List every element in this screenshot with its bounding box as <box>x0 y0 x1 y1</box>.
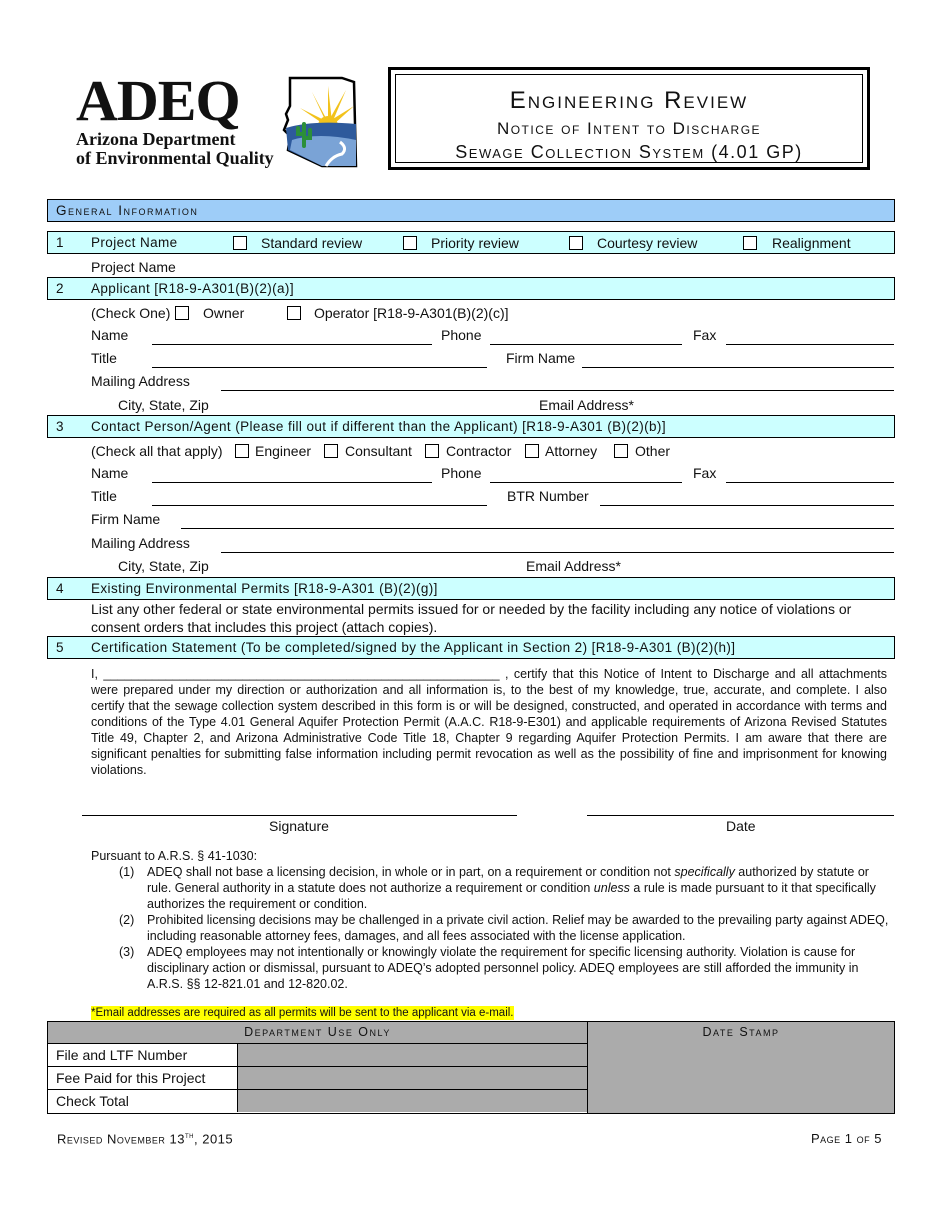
btr-number-label: BTR Number <box>507 488 589 504</box>
applicant-name-label: Name <box>91 327 129 343</box>
logo-wordmark: ADEQ <box>76 68 240 133</box>
contact-fax-field[interactable] <box>726 482 894 483</box>
date-stamp-box <box>587 1022 894 1113</box>
applicant-firm-name-label: Firm Name <box>506 350 576 366</box>
general-information-bar: General Information <box>47 199 895 222</box>
consultant-checkbox[interactable] <box>324 444 338 458</box>
form-subtitle-2: Sewage Collection System (4.01 GP) <box>455 142 803 162</box>
applicant-fax-label: Fax <box>693 327 717 343</box>
applicant-mailing-label: Mailing Address <box>91 373 190 389</box>
permits-instruction-2: consent orders that includes this project (attach copies). <box>91 619 438 635</box>
check-total-field[interactable] <box>238 1090 587 1112</box>
applicant-title-field[interactable] <box>152 367 487 368</box>
applicant-name-field[interactable] <box>152 344 432 345</box>
form-title-box <box>388 67 870 170</box>
contact-phone-field[interactable] <box>490 482 682 483</box>
contact-fax-label: Fax <box>693 465 717 481</box>
pursuant-notice <box>91 848 891 992</box>
contact-title-field[interactable] <box>152 505 487 506</box>
attorney-checkbox[interactable] <box>525 444 539 458</box>
signature-field[interactable] <box>82 815 517 816</box>
owner-label: Owner <box>203 305 245 321</box>
courtesy-review-checkbox[interactable] <box>569 236 583 250</box>
email-required-note: *Email addresses are required as all permits will be sent to the applicant via e-mail. <box>91 1007 514 1019</box>
other-checkbox[interactable] <box>614 444 628 458</box>
applicant-firm-name-field[interactable] <box>582 367 894 368</box>
applicant-phone-label: Phone <box>441 327 482 343</box>
pursuant-intro: Pursuant to A.R.S. § 41-1030: <box>91 849 258 863</box>
arizona-map-icon <box>282 76 358 168</box>
applicant-phone-field[interactable] <box>490 344 682 345</box>
priority-review-checkbox[interactable] <box>403 236 417 250</box>
contractor-label: Contractor <box>446 443 512 459</box>
attorney-label: Attorney <box>545 443 598 459</box>
engineer-checkbox[interactable] <box>235 444 249 458</box>
contact-phone-label: Phone <box>441 465 482 481</box>
applicant-city-label: City, State, Zip <box>118 397 209 413</box>
pursuant-item-2: (2) Prohibited licensing decisions may be challenged in a private civil action. Relief may be awarded to the prevailing party against ADEQ, including reasonable attorney fees, damages, and all fees associated with the license application. <box>119 913 889 943</box>
date-label: Date <box>726 818 756 834</box>
permits-instruction-1: List any other federal or state environmental permits issued for or needed by the facility including any notice of violations or <box>91 601 852 617</box>
form-subtitle: Notice of Intent to Discharge <box>496 119 762 138</box>
page-number: Page 1 of 5 <box>811 1131 882 1146</box>
contact-mailing-field[interactable] <box>221 552 894 553</box>
table-row <box>48 1044 587 1067</box>
signature-label: Signature <box>269 818 329 834</box>
realignment-label: Realignment <box>772 235 851 251</box>
file-ltf-number-label: File and LTF Number <box>48 1044 238 1066</box>
section-3-bar: 3 Contact Person/Agent (Please fill out if different than the Applicant) [R18-9-A301 (B)(2)(b)] <box>47 415 895 438</box>
contact-firm-name-label: Firm Name <box>91 511 161 527</box>
form-title: Engineering Review <box>509 87 749 114</box>
applicant-mailing-field[interactable] <box>221 390 894 391</box>
other-label: Other <box>635 443 671 459</box>
pursuant-item-3: (3) ADEQ employees may not intentionally or knowingly violate the requirement for specific licensing authority. Violation is cause for disciplinary action or dismissal, pursuant to ADEQ’s adopted personnel policy. ADEQ employees are still afforded the immunity in A.R.S. §§ 12-821.01 and 12-820.02. <box>119 945 859 991</box>
owner-checkbox[interactable] <box>175 306 189 320</box>
consultant-label: Consultant <box>345 443 412 459</box>
operator-label: Operator [R18-9-A301(B)(2)(c)] <box>314 305 509 321</box>
applicant-email-label: Email Address* <box>539 397 634 413</box>
courtesy-review-label: Courtesy review <box>597 235 698 251</box>
file-ltf-number-field[interactable] <box>238 1044 587 1066</box>
check-one-label: (Check One) <box>91 305 171 321</box>
standard-review-label: Standard review <box>261 235 363 251</box>
certification-statement: I, _________________________________________________________ , certify that this Notice of Intent to Discharge and all attachments were prepared under my direction or authorization and all information is, to the best of my knowledge, true, accurate, and complete. I also certify that the sewage collection system described in this form is or will be designed, constructed, and operated in accordance with terms and conditions of the Type 4.01 General Aquifer Protection Permit (A.A.C. R18-9-E301) and applicable requirements of Arizona Revised Statutes Title 49, Chapter 2, and Arizona Administrative Code Title 18, Chapter 9 regarding Aquifer Protection Permits. I am aware that there are significant penalties for submitting false information including permit revocation as well as the possibility of fine and imprisonment for knowing violations. <box>91 667 887 777</box>
contact-email-label: Email Address* <box>526 558 621 574</box>
engineer-label: Engineer <box>255 443 312 459</box>
department-use-table <box>47 1021 895 1114</box>
check-total-label: Check Total <box>48 1090 238 1112</box>
section-2-bar: 2 Applicant [R18-9-A301(B)(2)(a)] <box>47 277 895 300</box>
fee-paid-label: Fee Paid for this Project <box>48 1067 238 1089</box>
operator-checkbox[interactable] <box>287 306 301 320</box>
section-4-bar: 4 Existing Environmental Permits [R18-9-A301 (B)(2)(g)] <box>47 577 895 600</box>
contractor-checkbox[interactable] <box>425 444 439 458</box>
contact-title-label: Title <box>91 488 117 504</box>
priority-review-label: Priority review <box>431 235 519 251</box>
logo-subtitle: Arizona Department of Environmental Quality <box>76 129 274 168</box>
date-field[interactable] <box>587 815 894 816</box>
section-5-bar: 5 Certification Statement (To be completed/signed by the Applicant in Section 2) [R18-9-A301 (B)(2)(h)] <box>47 636 895 659</box>
table-row <box>48 1090 587 1113</box>
table-row <box>48 1067 587 1090</box>
standard-review-checkbox[interactable] <box>233 236 247 250</box>
realignment-checkbox[interactable] <box>743 236 757 250</box>
fee-paid-field[interactable] <box>238 1067 587 1089</box>
contact-firm-name-field[interactable] <box>181 528 894 529</box>
section-1-bar: 1 Project Name <box>47 231 895 254</box>
department-use-heading: Department Use Only <box>48 1022 587 1044</box>
date-stamp-label: Date Stamp <box>702 1025 780 1039</box>
contact-name-label: Name <box>91 465 129 481</box>
applicant-fax-field[interactable] <box>726 344 894 345</box>
project-name-label: Project Name <box>91 259 176 275</box>
contact-mailing-label: Mailing Address <box>91 535 190 551</box>
applicant-title-label: Title <box>91 350 117 366</box>
revision-date: Revised November 13th, 2015 <box>57 1131 234 1147</box>
check-all-label: (Check all that apply) <box>91 443 223 459</box>
btr-number-field[interactable] <box>600 505 894 506</box>
contact-name-field[interactable] <box>152 482 432 483</box>
pursuant-item-1: (1) ADEQ shall not base a licensing decision, in whole or in part, on a requirement or condition not specifically authorized by statute or rule. General authority in a statute does not authorize a requirement or condition unless a rule is made pursuant to it that specifically authorizes the requirement or condition. <box>119 865 876 911</box>
contact-city-label: City, State, Zip <box>118 558 209 574</box>
